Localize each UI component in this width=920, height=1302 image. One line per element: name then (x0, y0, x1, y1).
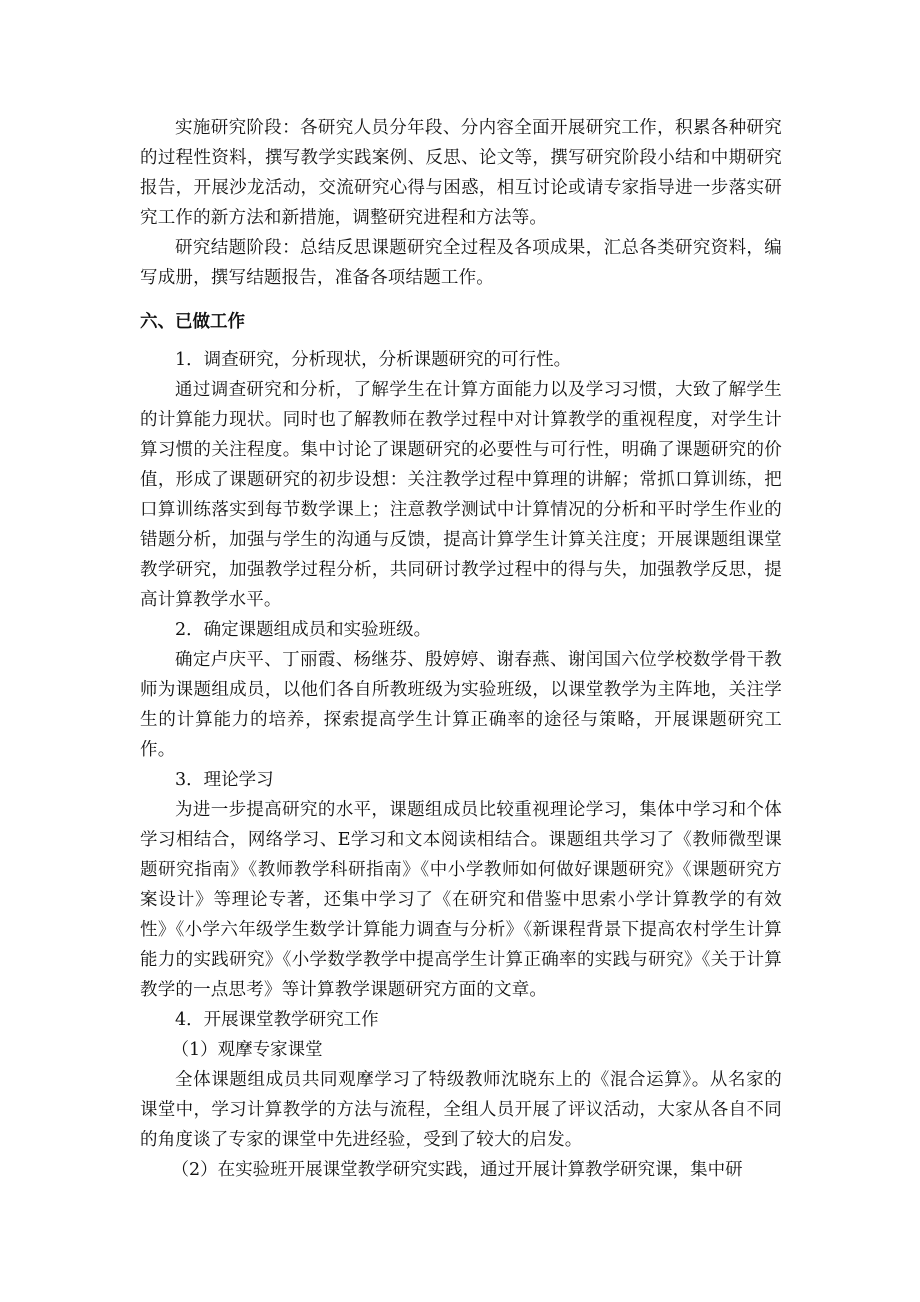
item-body: 通过调查研究和分析，了解学生在计算方面能力以及学习习惯，大致了解学生的计算能力现状。同时也了解教师在教学过程中对计算教学的重视程度，对学生计算习惯的关注程度。集中讨论了课题研究的必要性与可行性，明确了课题研究的价值，形成了课题研究的初步设想：关注教学过程中算理的讲解；常抓口算训练，把口算训练落实到每节数学课上；注意教学测试中计算情况的分析和平时学生作业的错题分析，加强与学生的沟通与反馈，提高计算学生计算关注度；开展课题组课堂教学研究，加强教学过程分析，共同研讨教学过程中的得与失，加强教学反思，提高计算教学水平。 (140, 380, 782, 610)
item-body: 全体课题组成员共同观摩学习了特级教师沈晓东上的《混合运算》。从名家的课堂中，学习计算教学的方法与流程，全组人员开展了评议活动，大家从各自不同的角度谈了专家的课堂中先进经验，受到了较大的启发。 (140, 1070, 782, 1150)
item-body: 为进一步提高研究的水平，课题组成员比较重视理论学习，集体中学习和个体学习相结合，网络学习、E学习和文本阅读相结合。课题组共学习了《教师微型课题研究指南》《教师教学科研指南》《中小学教师如何做好课题研究》《课题研究方案设计》等理论专著，还集中学习了《在研究和借鉴中思索小学计算教学的有效性》《小学六年级学生数学计算能力调查与分析》《新课程背景下提高农村学生计算能力的实践研究》《小学数学教学中提高学生计算正确率的实践与研究》《关于计算教学的一点思考》等计算教学课题研究方面的文章。 (140, 800, 782, 1000)
item-body: 确定卢庆平、丁丽霞、杨继芬、殷婷婷、谢春燕、谢闰国六位学校数学骨干教师为课题组成员，以他们各自所教班级为实验班级，以课堂教学为主阵地，关注学生的计算能力的培养，探索提高学生计算正确率的途径与策略，开展课题研究工作。 (140, 650, 782, 760)
intro-paragraph: 实施研究阶段：各研究人员分年段、分内容全面开展研究工作，积累各种研究的过程性资料，撰写教学实践案例、反思、论文等，撰写研究阶段小结和中期研究报告，开展沙龙活动，交流研究心得与困惑，相互讨论或请专家指导进一步落实研究工作的新方法和新措施，调整研究进程和方法等。 (140, 118, 782, 228)
sub-item-title: （2）在实验班开展课堂教学研究实践，通过开展计算教学研究课，集中研 (171, 1160, 743, 1180)
document-page (140, 113, 782, 1185)
section-heading: 六、已做工作 (140, 312, 245, 332)
item-title: 1．调查研究，分析现状，分析课题研究的可行性。 (175, 350, 572, 370)
item-title: 4．开展课堂教学研究工作 (175, 1010, 379, 1030)
item-title: 2．确定课题组成员和实验班级。 (175, 620, 432, 640)
intro-paragraph: 研究结题阶段：总结反思课题研究全过程及各项成果，汇总各类研究资料，编写成册，撰写结题报告，准备各项结题工作。 (140, 238, 782, 288)
item-title: 3．理论学习 (175, 770, 274, 790)
sub-item-title: （1）观摩专家课堂 (171, 1040, 323, 1060)
